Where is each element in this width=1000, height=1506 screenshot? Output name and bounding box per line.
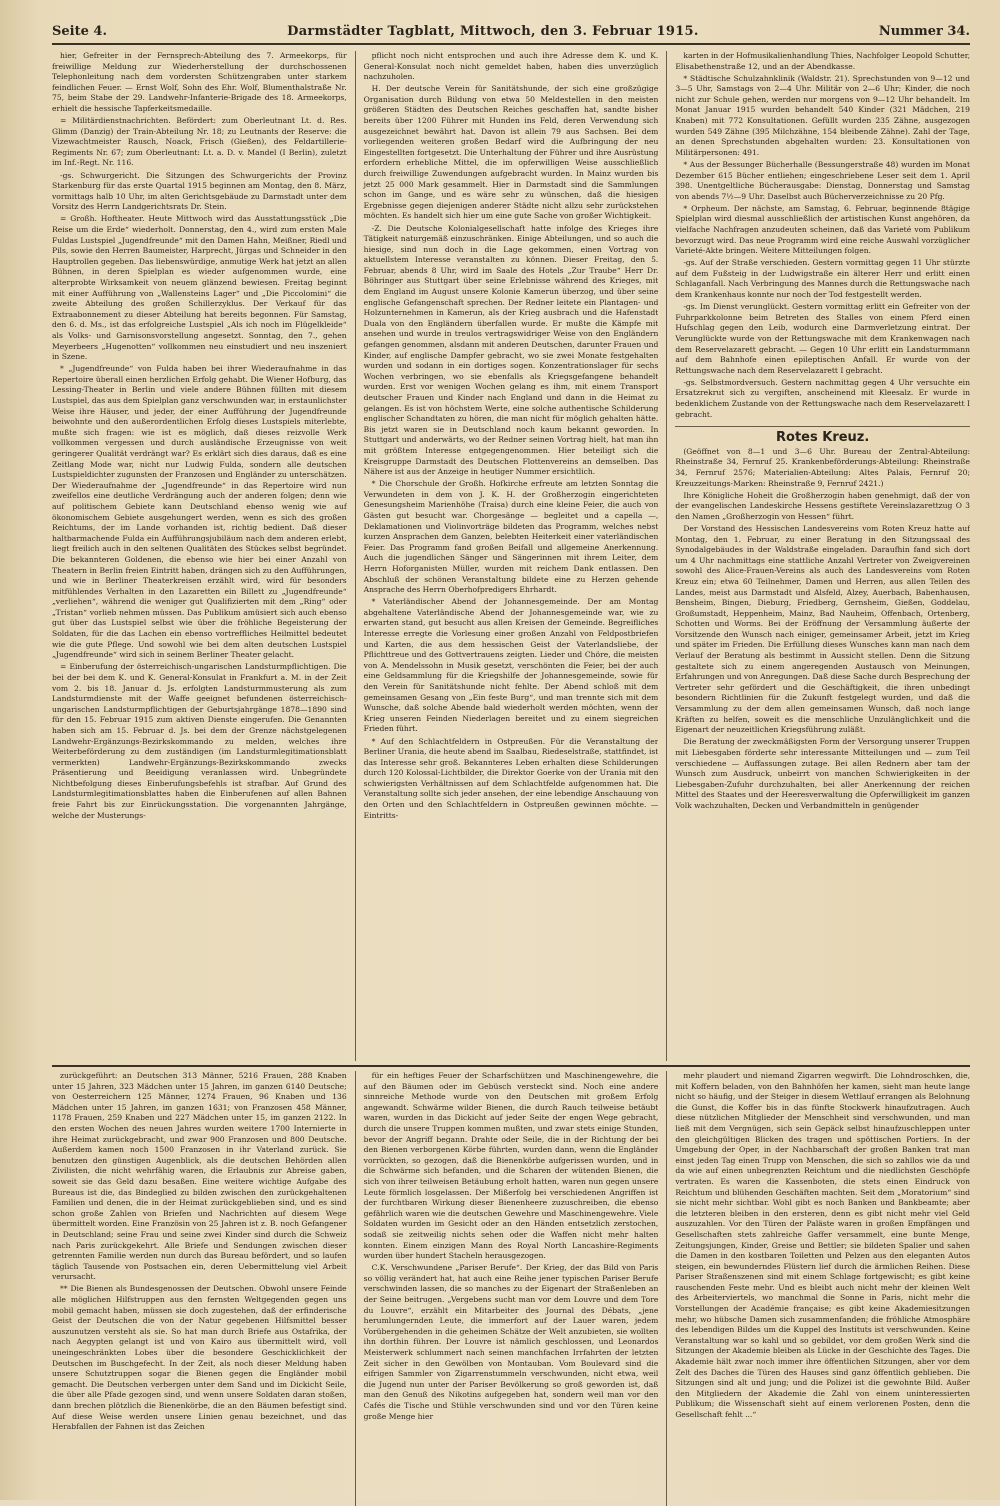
article-paragraph: * Die Chorschule der Großh. Hofkirche erfreute am letzten Sonntag die Verwundeten in dem von J. K. H. der Großherzogin eingerichteten Genesungsheim Marienhöhe (Traisa) durch eine kleine Feier, die auch von Gästen gut besucht war. Chorgesänge — begleitet und a capella —, Deklamationen und Violinvorträge bildeten das Programm, welches nebst kurzen Ansprachen dem Ganzen, belebten Heiterkeit einer vaterländischen Feier. Das Programm fand großen Beifall und allgemeine Anerkennung. Auch die jugendlichen Sänger und Sängerinnen mit ihrem Leiter, dem Herrn Hoforganisten Müller, wurden mit reichem Dank entlassen. Den Abschluß der schönen Veranstaltung bildete eine zu Herzen gehende Ansprache des Herrn Oberhofpredigers Ehrhardt. bbox=[363, 479, 659, 595]
top-column-1 bbox=[52, 51, 347, 1061]
page-header bbox=[52, 24, 970, 45]
article-paragraph: Der Vorstand des Hessischen Landesvereins vom Roten Kreuz hatte auf Montag, den 1. Februar, zu einer Beratung in den Sitzungssaal des Synodalgebäudes in der Waldstraße eingeladen. Daraufhin fand sich dort um 4 Uhr nachmittags eine stattliche Anzahl Vertreter von Zweigvereinen sowohl des Alice-Frauen-Vereins als auch des Landesvereins vom Roten Kreuz ein; etwa 60 Teilnehmer, Damen und Herren, aus allen Teilen des Landes, meist aus Darmstadt und Alsfeld, Alzey, Auerbach, Babenhausen, Bensheim, Bingen, Dieburg, Friedberg, Gernsheim, Gießen, Goddelau, Großumstadt, Heppenheim, Mainz, Bad Nauheim, Offenbach, Ortenberg, Schotten und Worms. Bei der Eröffnung der Versammlung äußerte der Vorsitzende den Wunsch nach einiger, gemeinsamer Arbeit, jetzt im Krieg und später im Frieden. Die Erfüllung dieses Wunsches kann man nach dem Verlauf der Beratung als bestimmt in Aussicht stellen. Denn die Sitzung gestaltete sich zu einem angeregenden Austausch von Meinungen, Erfahrungen und von Anregungen. Daß diese Sache durch Besprechung der Vertreter sehr gefördert und die Geschäftigkeit, die ihren unbedingt besondern Richtlinien für die Zukunft festgelegt wurden, und daß die Versammlung zu der dem allen gemeinsamen Wunsch, daß noch lange Kräften zu helfen, soweit es die menschliche Unzulänglichkeit und die Eigenart der neuzeitlichen Kriegsführung zuläßt. bbox=[675, 523, 971, 735]
article-paragraph: = Großh. Hoftheater. Heute Mittwoch wird das Ausstattungsstück „Die Reise um die Erde“ wiederholt. Donnerstag, den 4., wird zum ersten Male Fuldas Lustspiel „Jugendfreunde“ mit den Damen Hahn, Meißner, Riedl und Pils, sowie den Herren Baumeister, Harprecht, Jürgas und Schneider in den Hauptrollen gegeben. Das liebenswürdige, anmutige Werk hat jetzt an allen Bühnen, in deren Spielplan es wieder aufgenommen wurde, eine alterprobte Wirksamkeit von neuem glänzend bewiesen. Freitag beginnt mit einer Aufführung von „Wallensteins Lager“ und „Die Piccolomini“ die zweite Abteilung des großen Schillerzyklus. Der Verkauf für das Extraabonnement zu dieser Abteilung hat bereits begonnen. Für Samstag, den 6. d. Ms., ist das erfolgreiche Lustspiel „Als ich noch im Flügelkleide“ als Volks- und Garnisonsvorstellung angesetzt. Sonntag, den 7., gehen Meyerbeers „Hugenotten“ vollkommen neu einstudiert und neu inszeniert in Szene. bbox=[52, 214, 347, 362]
article-paragraph: -gs. Schwurgericht. Die Sitzungen des Schwurgerichts der Provinz Starkenburg für das erste Quartal 1915 beginnen am Montag, den 8. März, vormittags halb 10 Uhr, im alten Gerichtsgebäude zu Darmstadt unter dem Vorsitz des Herrn Landgerichtsrats Dr. Stein. bbox=[52, 170, 347, 212]
top-column-3 bbox=[666, 51, 970, 1061]
article-paragraph: = Einberufung der österreichisch-ungarischen Landsturmpflichtigen. Die bei der bei dem K. und K. General-Konsulat in Frankfurt a. M. in der Zeit vom 2. bis 18. Januar d. Js. erfolgten Landsturmmusterung als zum Landsturmdienste mit der Waffe geeignet befundenen österreichisch-ungarischen Landsturmpflichtigen der Geburtsjahrgänge 1878—1890 sind für den 15. Februar 1915 zum aktiven Dienste eingerufen. Die Genannten haben sich am 15. Februar d. Js. bei dem der Grenze nächstgelegenen Landwehr-Ergänzungs-Bezirkskommando zu melden, welches ihre Weiterbeförderung zu dem zuständigen (im Landsturmlegitimationsblatt vermerkten) Landwehr-Ergänzungs-Bezirkskommando zwecks Präsentierung und Beeidigung veranlassen wird. Unbegründete Nichtbefolgung dieses Einberufungsbefehls ist strafbar. Auf Grund des Landsturmlegitimationsblattes haben die Einberufenen auf allen Bahnen freie Fahrt bis zur Einrückungsstation. Die vorgenannten Jahrgänge, welche der Musterungs- bbox=[52, 662, 347, 820]
bottom-section bbox=[52, 1065, 970, 1506]
article-paragraph: -Z. Die Deutsche Kolonialgesellschaft hatte infolge des Krieges ihre Tätigkeit naturgemäß einzuschränken. Einige Abteilungen, und so auch die hiesige, sind nun doch in die Lage gekommen, einen Vortrag von aktuellstem Interesse veranstalten zu können. Dieser Freitag, den 5. Februar, abends 8 Uhr, wird im Saale des Hotels „Zur Traube“ Herr Dr. Böhringer aus Stuttgart über seine Erlebnisse während des Krieges, mit dem England im August unsere Kolonie Kamerun überzog, und über seine englische Gefangenschaft sprechen. Der Redner leitete ein Plantagen- und Holzunternehmen in Kamerun, als der Krieg ausbrach und die Hafenstadt Duala von den Engländern überfallen wurde. Er mußte die Kämpfe mit ansehen und wurde in treulos vertragswidriger Weise von den Engländern gefangen genommen, alsdann mit anderen Deutschen, darunter Frauen und Kinder, auf englische Dampfer gebracht, wo sie zwei Monate festgehalten wurden und sodann in ein dortiges sogen. Konzentrationslager für sechs Wochen verbringen, wo sie ebenfalls als Kriegsgefangene behandelt wurden. Erst vor wenigen Wochen gelang es ihm, mit einem Transport deutscher Frauen und Kinder nach England und dann in die Heimat zu gelangen. Es ist von höchstem Werte, eine solche authentische Schilderung englischer Schandtaten zu hören, die man nicht für möglich gehalten hätte. Bis jetzt waren sie in Deutschland noch kaum bekannt geworden. In Stuttgart und anderwärts, wo der Redner seinen Vortrag hielt, hat man ihn mit größtem Interesse entgegengenommen. Hier beteiligt sich die Kreisgruppe Darmstadt des Deutschen Flottenvereins an demselben. Das Nähere ist aus der Anzeige in heutiger Nummer ersichtlich. bbox=[363, 223, 659, 477]
article-paragraph: H. Der deutsche Verein für Sanitätshunde, der sich eine großzügige Organisation durch Bildung von etwa 50 Meldestellen in den meisten größeren Städten des Deutschen Reiches geschaffen hat, sandte bisher bereits über 1200 Führer mit Hunden ins Feld, deren Verwendung sich ausgezeichnet bewährt hat. Davon ist allein 79 aus Sachsen. Bei dem vorliegenden weiteren großen Bedarf wird die Aufbringung der neu Eingestellten fortgesetzt. Die Unterhaltung der Führer und ihre Ausrüstung erfordern erhebliche Mittel, die im opferwilligen Weise ausschließlich durch freiwillige Zuwendungen aufgebracht wurden. In Mainz wurden bis jetzt 25 000 Mark gesammelt. Hier in Darmstadt sind die Sammlungen schon im Gange, und es wäre sehr zu wünschen, daß die hiesigen Ergebnisse gegen diejenigen anderer Städte nicht allzu sehr zurückstehen möchten. Es handelt sich hier um eine gute Sache von großer Wichtigkeit. bbox=[363, 84, 659, 221]
article-paragraph: * Aus der Bessunger Bücherhalle (Bessungerstraße 48) wurden im Monat Dezember 615 Bücher entliehen; eingeschriebene Leser seit dem 1. April 398. Unentgeltliche Bücherausgabe: Dienstag, Donnerstag und Samstag von abends 7½—9 Uhr. Daselbst auch Bücherverzeichnisse zu 20 Pfg. bbox=[675, 159, 971, 201]
article-paragraph: Ihre Königliche Hoheit die Großherzogin haben genehmigt, daß der von der evangelischen Landeskirche Hessens gestiftete Vereinslazarettzug O 3 den Namen „Großherzogin von Hessen“ führt. bbox=[675, 490, 971, 521]
newspaper-title: Darmstädter Tagblatt, Mittwoch, den 3. Februar 1915. bbox=[287, 24, 699, 39]
top-section bbox=[52, 51, 970, 1061]
article-paragraph: -gs. Selbstmordversuch. Gestern nachmittag gegen 4 Uhr versuchte ein Ersatzrekrut sich zu vergiften, anscheinend mit Kleesalz. Er wurde in bedenklichem Zustande von der Rettungswache nach dem Reservelazarett I gebracht. bbox=[675, 377, 971, 419]
article-paragraph: = Militärdienstnachrichten. Befördert: zum Oberleutnant Lt. d. Res. Glimm (Danzig) der Train-Abteilung Nr. 18; zu Leutnants der Reserve: die Vizewachtmeister Rausch, Noack, Frisch (Gießen), des Feldartillerie-Regiments Nr. 67; zum Oberleutnant: Lt. a. D. v. Mandel (I Berlin), zuletzt im Inf.-Regt. Nr. 116. bbox=[52, 116, 347, 168]
article-paragraph: * „Jugendfreunde“ von Fulda haben bei ihrer Wiederaufnahme in das Repertoire überall einen herzlichen Erfolg gehabt. Die Wiener Hofburg, das Lessing-Theater in Berlin und viele andere Bühnen füllten mit diesem Lustspiel, das aus dem Spielplan ganz verschwunden war, in erstaunlichster Weise ihre Häuser, und jeder, der einer Aufführung der Jugendfreunde beiwohnte und den außerordentlichen Erfolg dieses Lustspiels miterlebte, mußte sich fragen: wie ist es möglich, daß dieses reizvolle Werk vollkommen vergessen und durch ausländische Erzeugnisse von weit geringerer Qualität verdrängt war? Es erklärt sich dies daraus, daß es eine Zeitlang Mode war, nicht nur Ludwig Fulda, sondern alle deutschen Lustspieldichter zugunsten der Franzosen und Engländer zu unterschätzen. Der Wiederaufnahme der „Jugendfreunde“ in das Repertoire wird nun zweifellos eine deutliche Verdrängung auch der anderen folgen; denn wie auf politischem Gebiete kann Deutschland ebenso wenig wie auf ökonomischem Gebiete ausgehungert werden, wenn es sich des großen Reichtums, der im Lande vorhanden ist, richtig bedient. Daß dieser haltbarmachende Fulda ein Aufführungsjubiläum nach dem anderen erlebt, liegt freilich auch in den seltenen Qualitäten des Stückes selbst begründet. Die bekannteren Goldenen, die ebenso wie hier bei einer Anzahl von Theatern in Berlin freien Eintritt haben, drängen sich zu den Aufführungen, und wie in Berliner Theaterkreisen erzählt wird, wird für besonders mitfühlendes Verhalten in den Lazaretten ein Billett zu „Jugendfreunde“ „verliehen“, während die weniger gut Qualifizierten mit dem „Ring“ oder „Tristan“ vorlieb nehmen müssen. Das Publikum amüsiert sich auch ebenso gut über das Lustspiel selbst wie über die fröhliche Begeisterung der Soldaten, für die das Lachen ein ebenso vortreffliches Heilmittel bedeutet wie die gute Pflege. Und sowohl wie bei dem alten deutschen Lustspiel „Jugendfreunde“ wird sich in seinem Berliner Theater gelacht. bbox=[52, 364, 347, 660]
bottom-column-2 bbox=[355, 1071, 659, 1506]
article-paragraph: * Städtische Schulzahnklinik (Waldstr. 21). Sprechstunden von 9—12 und 3—5 Uhr, Samstags von 2—4 Uhr. Militär von 2—6 Uhr; Kinder, die noch nicht zur Schule gehen, werden nur morgens von 9—12 Uhr behandelt. Im Monat Januar 1915 wurden behandelt 540 Kinder (321 Mädchen, 219 Knaben) mit 772 Konsultationen. Gefüllt wurden 235 Zähne, ausgezogen wurden 549 Zähne (395 Milchzähne, 154 bleibende Zähne). Zahl der Tage, an denen Sprechstunden abgehalten wurden: 23. Konsultationen von Militärpersonen: 491. bbox=[675, 73, 971, 157]
article-paragraph: -gs. Im Dienst verunglückt. Gestern vormittag erlitt ein Gefreiter von der Fuhrparkkolonne beim Betreten des Stalles von einem Pferd einen Hufschlag gegen den Leib, wodurch eine Darmverletzung eintrat. Der Verunglückte wurde von der Rettungswache mit dem Krankenwagen nach dem Reservelazarett gebracht. — Gegen 10 Uhr erlitt ein Landsturmmann auf dem Bahnhofe einen epileptischen Anfall. Er wurde von der Rettungswache nach dem Reservelazarett I gebracht. bbox=[675, 302, 971, 375]
article-paragraph: C.K. Verschwundene „Pariser Berufe“. Der Krieg, der das Bild von Paris so völlig verändert hat, hat auch eine Reihe jener typischen Pariser Berufe verschwinden lassen, die so manches zu der Eigenart der Straßenleben an der Seine beitrugen. „Vergebens sucht man vor dem Louvre und dem Tore du Louvre“, erzählt ein Mitarbeiter des Journal des Débats, „jene herumlungernden Leute, die immerfort auf der Lauer waren, jedem Vorübergehenden in die geheimen Schätze der Welt anzubieten, sie wollten ihn dorthin führen. Der Louvre ist nämlich geschlossen, und Leonardos Meisterwerk schlummert nach seinen manchfachen Irrfahrten der letzten Zeit sicher in den Gewölben von Montauban. Vom Boulevard sind die eifrigen Sammler von Zigarrenstummeln verschwunden, nicht etwa, weil die Jugend nun unter der Pariser Bevölkerung so groß geworden ist, daß man den Genuß des Nikotins aufgegeben hat, sondern weil man vor den Cafés die Tische und Stühle verschwunden sind und vor den Türen keine große Menge hier bbox=[363, 1263, 659, 1421]
rotes-kreuz-heading: Rotes Kreuz. bbox=[776, 430, 870, 446]
issue-number: Nummer 34. bbox=[878, 24, 970, 39]
page-number: Seite 4. bbox=[52, 24, 107, 39]
article-paragraph: -gs. Auf der Straße verschieden. Gestern vormittag gegen 11 Uhr stürzte auf dem Fußsteig in der Ludwigstraße ein älterer Herr und erlitt einen Schlaganfall. Nach Verbringung des Mannes durch die Rettungswache nach dem Krankenhaus konnte nur noch der Tod festgestellt werden. bbox=[675, 258, 971, 300]
article-paragraph: * Orpheum. Der nächste, am Samstag, 6. Februar, beginnende 8tägige Spielplan wird diesmal ausschließlich der artistischen Kunst angehören, da vielfache Nachfragen anzudeuten scheinen, daß das Varieté vom Publikum bevorzugt wird. Das neue Programm wird eine reiche Auswahl vorzüglicher Varieté-Akte bringen. Weitere Mitteilungen folgen. bbox=[675, 203, 971, 256]
article-paragraph: hier, Gefreiter in der Fernsprech-Abteilung des 7. Armeekorps, für freiwillige Meldung zur Wiederherstellung der durchschossenen Telephonleitung nach dem vordersten Schützengraben unter starkem feindlichen Feuer. — Ernst Wolf, Sohn des Ehr. Wolf, Blumenthalstraße Nr. 75, beim Stabe der 29. Landwehr-Infanterie-Brigade des 18. Armeekorps, erhielt die hessische Tapferkeitsmedaille. bbox=[52, 51, 347, 113]
article-paragraph: zurückgeführt: an Deutschen 313 Männer, 5216 Frauen, 288 Knaben unter 15 Jahren, 323 Mädchen unter 15 Jahren, im ganzen 6140 Deutsche; von Oesterreichern 125 Männer, 1274 Frauen, 96 Knaben und 136 Mädchen unter 15 Jahren, im ganzen 1631; von Franzosen 458 Männer, 1178 Frauen, 259 Knaben und 227 Mädchen unter 15, im ganzen 2122. In den ersten Wochen des neuen Jahres wurden weitere 1700 Internierte in ihre Heimat zurückgebracht, und zwar 900 Franzosen und 800 Deutsche. Außerdem kamen noch 1500 Franzosen in ihr Vaterland zurück. Sie benutzen den günstigen Augenblick, als die deutschen Behörden allen Zivilisten, die nicht wehrfähig waren, die Erlaubnis zur Abreise gaben, soweit sie das Geld dazu besaßen. Eine weitere wichtige Aufgabe des Bureaus ist die, das Bindeglied zu bilden zwischen den zurückgehaltenen Familien und denen, die in der Heimat zurückgeblieben sind, und es sind schon große Zahlen von Briefen und Nachrichten auf diesem Wege übermittelt worden. Eine Französin von 25 Jahren ist z. B. noch Gefangener in Deutschland; seine Frau und seine zwei Kinder sind durch die Schweiz nach Paris zurückgekehrt. Alle Briefe und Sendungen zwischen dieser getrennten Familie werden nun durch das Bureau befördert, und so laufen täglich Tausende von Postsachen ein, deren Uebermittelung viel Arbeit verursacht. bbox=[52, 1071, 347, 1282]
article-paragraph: * Auf den Schlachtfeldern in Ostpreußen. Für die Veranstaltung der Berliner Urania, die heute abend im Saalbau, Riedeselstraße, stattfindet, ist das Interesse sehr groß. Bekannteres Leben erhalten diese Schilderungen durch 120 Kolossal-Lichtbilder, die Direktor Goerke von der Urania mit den schwierigsten Verhältnissen auf dem Schlachtfelde aufgenommen hat. Die Veranstaltung sollte sich jeder ansehen, der eine lebendige Anschauung von den Orten und den Schlachtfeldern in Ostpreußen gewinnen möchte. — Eintritts- bbox=[363, 736, 659, 820]
bottom-column-3 bbox=[666, 1071, 970, 1506]
rotes-kreuz-article bbox=[675, 447, 970, 812]
article-paragraph: Die Beratung der zweckmäßigsten Form der Versorgung unserer Truppen mit Liebesgaben förderte sehr interessante Mitteilungen und — zum Teil verschiedene — Auffassungen zutage. Bei allen Rednern aber tam der Wunsch zum Ausdruck, unbeirrt von manchen Schwierigkeiten in der Liebesgaben-Zufuhr durchzuhalten, bei aller Anerkennung der reichen Mittel des Staates und der Heeresverwaltung die Opferwilligkeit im ganzen Volk wachzuhalten, Decken und Verbandmitteln in genügender bbox=[675, 737, 971, 810]
top-column-3-news bbox=[675, 51, 970, 420]
article-paragraph: pflicht noch nicht entsprochen und auch ihre Adresse dem K. und K. General-Konsulat noch nicht gemeldet haben, haben dies unverzüglich nachzuholen. bbox=[363, 51, 659, 82]
bottom-column-1 bbox=[52, 1071, 347, 1506]
article-paragraph: karten in der Hofmusikalienhandlung Thies, Nachfolger Leopold Schutter, Elisabethenstraße 12, und an der Abendkasse. bbox=[675, 51, 971, 71]
article-paragraph: (Geöffnet von 8—1 und 3—6 Uhr. Bureau der Zentral-Abteilung: Rheinstraße 34, Fernruf 25. Krankenbeförderungs-Abteilung: Rheinstraße 34, Fernruf 2576; Materialien-Abteilung: Altes Palais, Fernruf 20; Kreuzzeitungs-Marken: Rheinstraße 9, Fernruf 2421.) bbox=[675, 446, 971, 488]
top-column-2 bbox=[355, 51, 659, 1061]
article-paragraph: mehr plaudert und niemand Zigarren wegwirft. Die Lohndroschken, die, mit Koffern beladen, von den Bahnhöfen her kamen, sieht man heute lange nicht so häufig, und der Steiger in diesem Wettlauf errangen als Belohnung die Gunst, die Koffer bis in das fünfte Stockwerk hinaufzutragen. Auch diese nützlichen Mitglieder der Menschheit sind verschwunden, und man ließ mit dem Vergnügen, sich sein Gepäck selbst hinaufzuschleppen unter den gleichgültigen Blicken des tragen und spöttischen Portiers. In der Umgebung der Oper, in der Nachbarschaft der großen Banken trat man einst jeden Tag einen Trupp von Menschen, die sich so zahllos wie da und da wie auf einen unbegrenzten Reichtum und die niedlichsten Geschöpfe vertraten. Es waren die Kassenboten, die stets einen Eindruck von Reichtum und blühenden Geschäften machten. Seit dem „Moratorium“ sind sie nicht mehr sichtbar. Wohl gibt es noch Banken und Bankbeamte; aber die letzteren bleiben in den ersteren, denn es gibt nicht mehr viel Geld auszuzahlen. Vor den Türen der Paläste waren in großen Empfängen und Gesellschaften stets zahlreiche Gaffer versammelt, eine bunte Menge, Zeitungsjungen, Kinder, Greise und Bettler; sie bildeten Spalier und sahen die Damen in den kostbaren Toiletten und Pelzen aus den eleganten Autos steigen, ein bewunderndes Flüstern lief durch die ärmlichen Reihen. Diese Pariser Straßenszenen sind mit einem Schlage fortgewischt; es gibt keine rauschenden Feste mehr. Und es bleibt auch nicht mehr der kleinen Welt des Arbeiterviertels, wo manchmal die Sonne in Paris, nicht mehr die Vorstellungen der Académie française; es gibt keine Akademiesitzungen mehr, wo hübsche Damen sich zusammenfanden; die fröhliche Atmosphäre des lebendigen Bildes um die Kuppel des Instituts ist verschwunden. Keine Veranstaltung war so kahl und so gebildet, vor dem großen Werk sind die Sitzungen der Akademie bleiben als Lücke in der Geschichte des Tages. Die Akademie hält zwar noch immer ihre öffentlichen Sitzungen, aber vor dem Zelt des Daches die Türen des Hauses sind ganz öffentlich geblieben. Die Sitzungen sind alt und jung; und die Polizei ist die gewohnte Bild. Außer den Mitgliedern der Akademie die Zahl von einem uninteressierten Publikum; die Wissenschaft sieht auf einem verlorenen Posten, denn die Gesellschaft fehlt ...“ bbox=[675, 1071, 971, 1419]
article-paragraph: * Vaterländischer Abend der Johannesgemeinde. Der am Montag abgehaltene Vaterländische Abend der Johannesgemeinde war, wie zu erwarten stand, gut besucht aus allen Kreisen der Gemeinde. Begreifliches Interesse erregte die Vorlesung einer großen Anzahl von Feldpostbriefen und Karten, die aus dem hessischen Geist der Vaterlandsliebe, der Pflichttreue und des Gottvertrauens zeigten. Lieder und Chöre, die meisten von A. Mendelssohn in Musik gesetzt, verschönten die Feier, bei der auch eine Geldsammlung für die Kriegshilfe der Johannesgemeinde, sowie für den Verein für Sanitätshunde nicht fehlte. Der Abend schloß mit dem gemeinsamen Gesang von „Ein feste Burg“, und man trennte sich mit dem Wunsche, daß solche Abende bald wiederholt werden möchten, wenn der Krieg unseren Feinden Niederlagen bereitet und zu einem siegreichen Frieden führt. bbox=[363, 597, 659, 734]
section-divider bbox=[675, 426, 970, 427]
article-paragraph: für ein heftiges Feuer der Scharfschützen und Maschinengewehre, die auf den Bäumen oder im Gebüsch versteckt sind. Noch eine andere sinnreiche Methode wurde von den Deutschen mit großem Erfolg angewandt. Schwärme wilder Bienen, die durch Rauch teilweise betäubt waren, wurden in das Dickicht auf jeder Seite der engen Wege gebracht, durch die unsere Truppen kommen mußten, und zwar stets einige Stunden, bevor der Angriff begann. Drahte oder Seile, die in der Richtung der bei den Bienen verborgenen Körbe führten, wurden dann, wenn die Engländer vorrückten, so gezogen, daß die Bienenkörbe aufgerissen wurden, und in die Schwärme sich befanden, und die Scharen der wütenden Bienen, die sich von ihrer teilweisen Betäubung erholt hatten, waren nun gegen unsere Leute förmlich losgelassen. Der Mißerfolg bei verschiedenen Angriffen ist der furchtbaren Wirkung dieser Bienenheere zuzuschreiben, die ebenso gefährlich waren wie die deutschen Gewehre und Maschinengewehre. Viele Soldaten wurden im Gesicht oder an den Händen entsetzlich zerstochen, sodaß sie zeitweilig nichts sehen oder die Waffen nicht mehr halten konnten. Einem einzigen Mann des Royal North Lancashire-Regiments wurden über hundert Stacheln herausgezogen. bbox=[363, 1071, 659, 1261]
article-paragraph: ** Die Bienen als Bundesgenossen der Deutschen. Obwohl unsere Feinde alle möglichen Hilfstruppen aus den fernsten Weltgegenden gegen uns mobil gemacht haben, müssen sie doch zugestehen, daß der erfinderische Geist der Deutschen die von der Natur gegebenen Hilfsmittel besser auszunutzen versteht als sie. So hat man durch Briefe aus Ostafrika, der nach Aegypten gelangt ist und von Kairo aus übermittelt wird, voll uneingeschränkten Lobes über die besondere Geschicklichkeit der Deutschen im Buschgefecht. In der Zeit, als noch dieser Meldung haben unsere Schutztruppen sogar die Bienen gegen die Engländer mobil gemacht. Die Deutschen verbergen unter dem Sand und im Dickicht Seile, die über alle Pfade gezogen sind, und wenn unsere Soldaten daran stoßen, dann brechen plötzlich die Bienenkörbe, die an den Bäumen befestigt sind. Auf diese Weise werden unsere Linien genau bezeichnet, und das Herabfallen der Fahnen ist das Zeichen bbox=[52, 1284, 347, 1432]
